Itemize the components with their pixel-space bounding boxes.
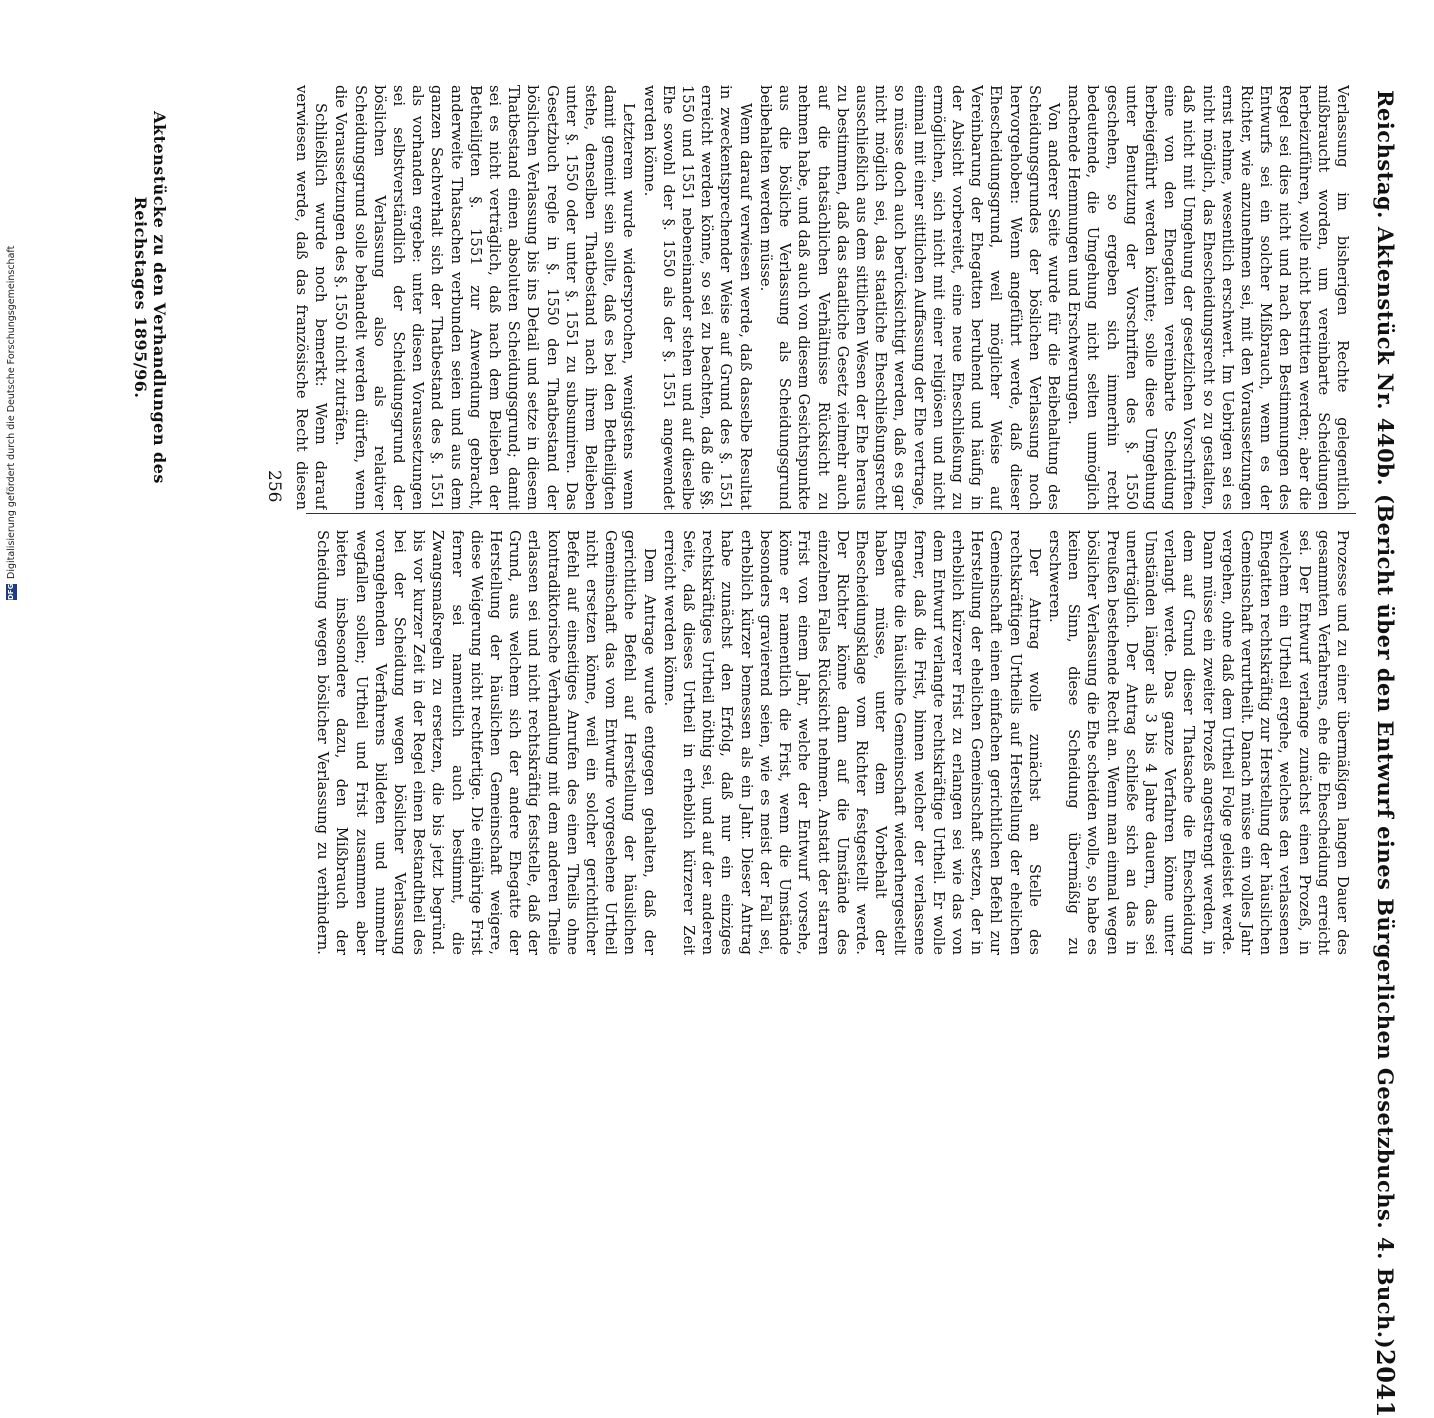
left-text-column	[292, 85, 1352, 510]
paragraph: Letzterem wurde widersprochen, wenigstens wenn damit gemeint sein sollte, daß es bei den Betheiligten stehe, denselben Thatbestand nach ihrem Belieben unter §. 1550 oder unter §. 1551 zu subsumiren. Das Gesetzbuch regle in §. 1550 den Thatbestand der böslichen Verlassung bis ins Detail und setze in diesem Thatbestand einen absoluten Scheidungsgrund; damit sei es nicht verträglich, daß nach dem Belieben der Betheiligten §. 1551 zur Anwendung gebracht, anderweite Thatsachen verbunden seien und aus dem ganzen Sachverhalt sich der Thatbestand des §. 1551 als vorhanden ergebe: unter diesen Voraussetzungen sei selbstverständlich der Scheidungsgrund der böslichen Verlassung also als relativer Scheidungsgrund solle behandelt werden dürfen, wenn die Voraussetzungen des §. 1550 nicht zuträfen.	[332, 85, 638, 510]
paragraph: Schließlich wurde noch bemerkt: Wenn darauf verwiesen werde, daß das französische Recht diesen	[293, 85, 330, 510]
folio-number: 256	[264, 470, 284, 503]
right-text-column	[312, 530, 1352, 955]
dfg-logo-icon: DFG	[7, 583, 15, 600]
page-number: 2041	[1371, 1349, 1401, 1418]
page-header	[1366, 90, 1406, 1418]
digitization-credit	[6, 210, 17, 600]
paragraph: Dem Antrage wurde entgegen gehalten, daß der gerichtliche Befehl auf Herstellung der häuslichen Gemeinschaft das vom Entwurfe vorgesehene Urtheil nicht ersetzen könne, weil ein solcher gerichtlicher Befehl auf einseitiges Anrufen des einen Theils ohne kontradiktorische Verhandlung mit dem anderen Theile erlassen sei und nicht rechtskräftig feststelle, daß der Grund, aus welchem sich der andere Ehegatte der Herstellung der häuslichen Gemeinschaft weigere, diese Weigerung nicht rechtfertige. Die einjährige Frist ferner sei namentlich auch bestimmt, die Zwangsmaßregeln zu ersetzen, die bis jetzt begründ. bis vor kurzer Zeit in der Regel einen Bestandtheil des bei der Scheidung wegen böslicher Verlassung vorangehenden Verfahrens bildeten und nunmehr wegfallen sollen; Urtheil und Frist zusammen aber bieten insbesondere dazu, den Mißbrauch der Scheidung wegen böslicher Verlassung zu verhindern.	[314, 530, 658, 955]
paragraph: Der Antrag wolle zunächst an Stelle des rechtskräftigen Urtheils auf Herstellung der ehelichen Gemeinschaft einen einfachen gerichtlichen Befehl zur Herstellung der ehelichen Gemeinschaft setzen, der in erheblich kürzerer Frist zu erlangen sei wie das von dem Entwurf verlangte rechtskräftige Urtheil. Er wolle ferner, daß die Frist, binnen welcher der verlassene Ehegatte die häusliche Gemeinschaft wiederhergestellt haben müsse, unter dem Vorbehalt der Ehescheidungsklage vom Richter festgestellt werde. Der Richter könne dann auf die Umstände des einzelnen Falles Rücksicht nehmen. Anstatt der starren Frist von einem Jahr, welche der Entwurf vorsehe, könne er namentlich die Frist, wenn die Umstände besonders gravierend seien, wie es meist der Fall sei, erheblich kürzer bemessen als ein Jahr. Dieser Antrag habe zunächst den Erfolg, daß nur ein einziges rechtskräftiges Urtheil nöthig sei, und auf der anderen Seite, daß dieses Urtheil in erheblich kürzerer Zeit erreicht werden könne.	[660, 530, 1043, 955]
paragraph: Von anderer Seite wurde für die Beibehaltung des Scheidungsgrundes der böslichen Verlassung noch hervorgehoben: Wenn angeführt werde, daß dieser Ehescheidungsgrund, weil möglicher Weise auf Vereinbarung der Ehegatten beruhend und häufig in der Absicht vorbereitet, eine neue Eheschließung zu ermöglichen, sich nicht mit einer religiösen und nicht einmal mit einer sittlichen Auffassung der Ehe vertrage, so müsse doch auch berücksichtigt werden, daß es gar nicht möglich sei, das staatliche Eheschließungsrecht ausschließlich aus dem sittlichen Wesen der Ehe heraus zu bestimmen, daß das staatliche Gesetz vielmehr auch auf die thatsächlichen Verhältnisse Rücksicht zu nehmen habe, und daß auch von diesem Gesichtspunkte aus die bösliche Verlassung als Scheidungsgrund beibehalten werden müsse.	[756, 85, 1062, 510]
paragraph: Prozesse und zu einer übermäßigen langen Dauer des gesammten Verfahrens, ehe die Ehescheidung erreicht sei. Der Entwurf verlange zunächst einen Prozeß, in welchem ein Urtheil ergehe, welches den verlassenen Ehegatten rechtskräftig zur Herstellung der häuslichen Gemeinschaft verurtheilt. Danach müsse ein volles Jahr vergehen, ohne daß dem Urtheil Folge geleistet werde. Dann müsse ein zweiter Prozeß angestrengt werden, in dem auf Grund dieser Thatsache die Ehescheidung verlangt werde. Das ganze Verfahren könne unter Umständen länger als 3 bis 4 Jahre dauern, das sei unerträglich. Der Antrag schließe sich an das in Preußen bestehende Recht an. Wenn man einmal wegen böslicher Verlassung die Ehe scheiden wolle, so habe es keinen Sinn, diese Scheidung übermäßig zu erschweren.	[1045, 530, 1351, 955]
running-title: Reichstag. Aktenstück Nr. 440b. (Bericht über den Entwurf eines Bürgerlichen Gesetzbuchs. 4. Buch.)	[1373, 90, 1399, 1350]
paragraph: Verlassung im bisherigen Rechte gelegentlich mißbraucht worden, um vereinbarte Scheidungen herbeizuführen, wolle nicht bestritten werden; aber die Regel sei dies nicht und nach den Bestimmungen des Entwurfs sei ein solcher Mißbrauch, wenn es der Richter, wie anzunehmen sei, mit den Voraussetzungen ernst nehme, wesentlich erschwert. Im Uebrigen sei es nicht möglich, das Ehescheidungsrecht so zu gestalten, daß nicht mit Umgehung der gesetzlichen Vorschriften eine von den Ehegatten vereinbarte Scheidung herbeigeführt werden könnte; solle diese Umgehung unter Benutzung der Vorschriften des §. 1550 geschehen, so ergeben sich immerhin recht bedeutende, die Umgehung nicht selten unmöglich machende Hemmungen und Erschwerungen.	[1065, 85, 1351, 510]
credit-text: Digitalisierung gefördert durch die Deutsche Forschungsgemeinschaft	[6, 245, 17, 579]
page-footer: Aktenstücke zu den Verhandlungen des Reichstages 1895/96.	[131, 111, 169, 484]
paragraph: Wenn darauf verwiesen werde, daß dasselbe Resultat in zweckentsprechender Weise auf Grund des §. 1551 erreicht werden könne, so sei zu beachten, daß die §§. 1550 und 1551 nebeneinander stehen und auf dieselbe Ehe sowohl der §. 1550 als der §. 1551 angewendet werden könne.	[640, 85, 754, 510]
column-divider	[306, 513, 1356, 514]
